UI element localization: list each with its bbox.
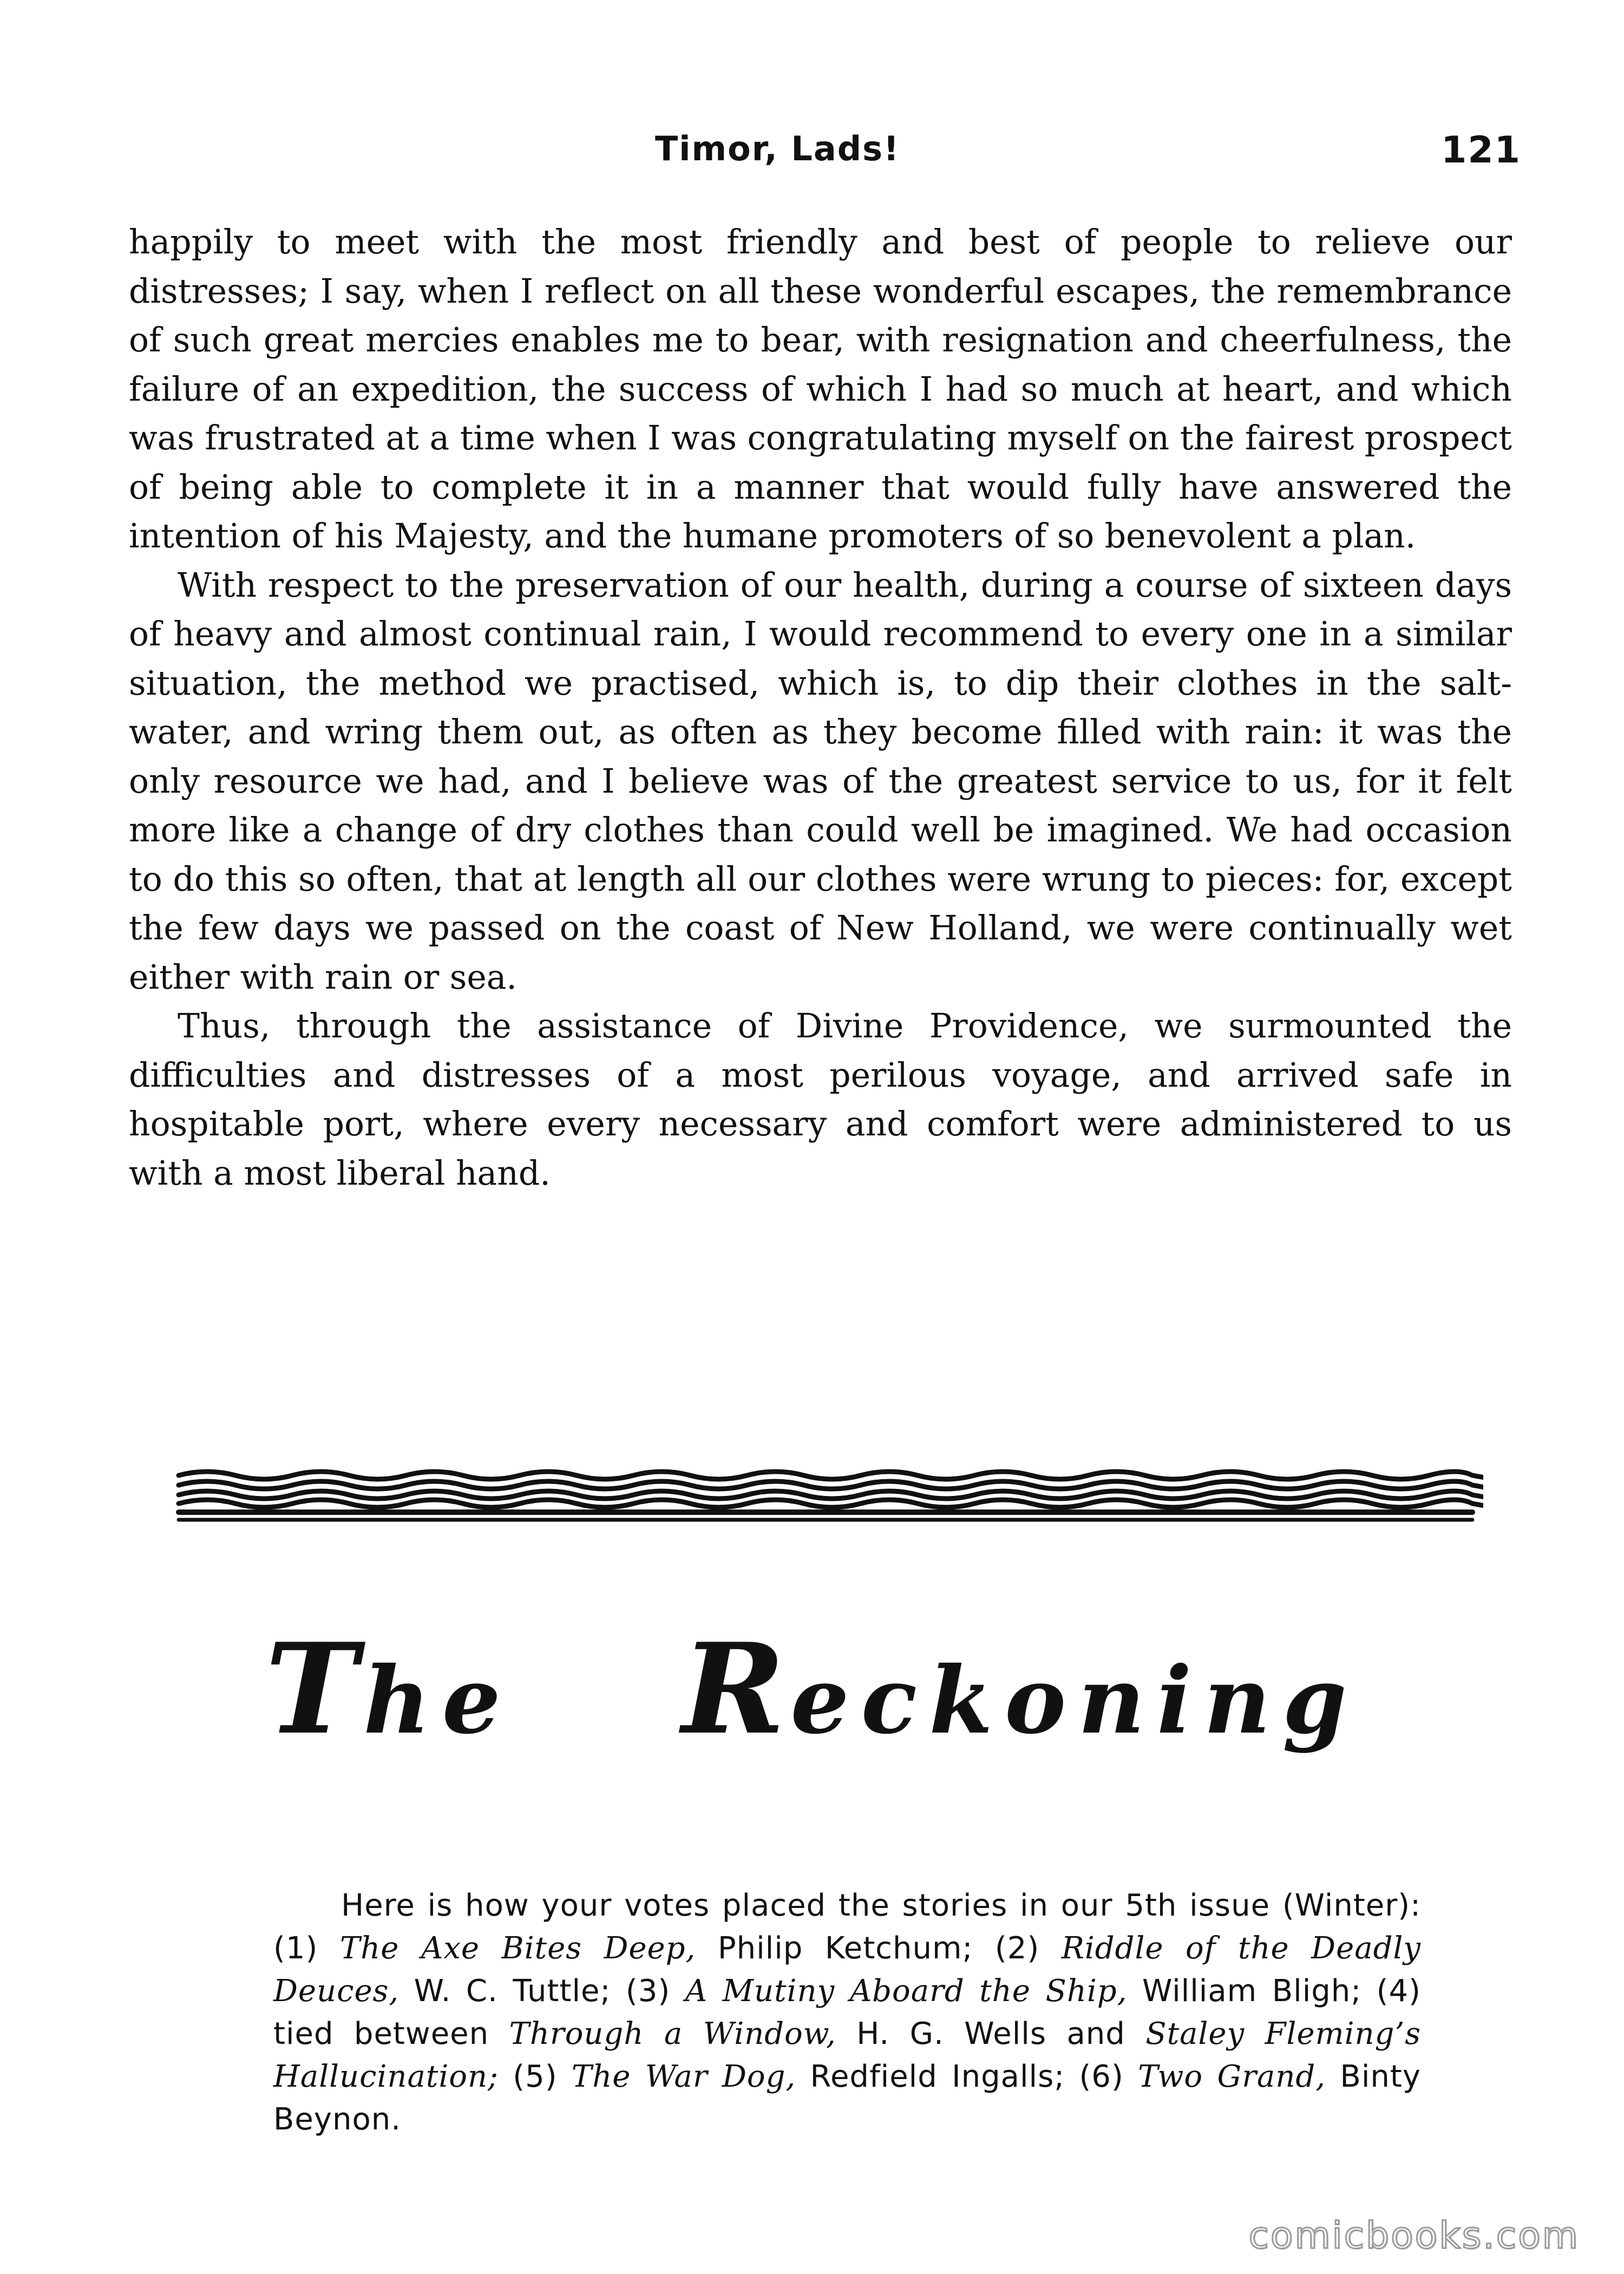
heading-word2-rest: eckoning <box>790 1646 1359 1755</box>
page-number: 121 <box>1441 129 1521 172</box>
body-paragraph-2: With respect to the preservation of our health, during a course of sixteen days of heavy and almost continual rain, I would recommend to every one in a similar situation, the method we practised, which is, to dip their clothes in the salt-water, and wring them out, as often as they become filled with rain: it was the only resource we had, and I believe was of the greatest service to us, for it felt more like a change of dry clothes than could well be imagined. We had occasion to do this so often, that at length all our clothes were wrung to pieces: for, except the few days we passed on the coast of New Holland, we were continually wet either with rain or sea. <box>129 565 1512 997</box>
story-author: William Bligh; (4) tied between <box>273 1974 1421 2051</box>
watermark-logo: comicbooks.com <box>1248 2214 1580 2257</box>
story-title: Staley Fleming’s Hallucination; <box>273 2016 1421 2094</box>
body-text <box>129 218 1512 1198</box>
heading-cap-r: R <box>682 1616 791 1762</box>
section-heading <box>0 1616 1624 1762</box>
body-paragraph-3: Thus, through the assistance of Divine Providence, we surmounted the difficulties and distresses of a most perilous voyage, and arrived safe in hospitable port, where every necessary and comfort were administered to us with a most liberal hand. <box>129 1007 1512 1193</box>
heading-cap-t: T <box>265 1616 364 1762</box>
story-title: Two Grand, <box>1138 2059 1326 2094</box>
story-title: The War Dog, <box>571 2059 796 2094</box>
reckoning-paragraph <box>273 1884 1421 2141</box>
story-author: H. G. Wells and <box>836 2016 1146 2051</box>
wave-divider <box>168 1459 1483 1524</box>
story-author: Binty Beynon. <box>273 2059 1421 2137</box>
story-author: Philip Ketchum; (2) <box>696 1931 1062 1966</box>
running-head <box>655 129 1521 178</box>
body-paragraph-1: happily to meet with the most friendly and best of people to relieve our distresses; I say, when I reflect on all these wonderful escapes, the remembrance of such great mercies enables me to bear, with resignation and cheerfulness, the failure of an expedition, the success of which I had so much at heart, and which was frustrated at a time when I was congratulating myself on the fairest prospect of being able to complete it in a manner that would fully have answered the intention of his Majesty, and the humane promoters of so benevolent a plan. <box>129 223 1512 556</box>
story-author: W. C. Tuttle; (3) <box>399 1974 685 2009</box>
story-author: Redfield Ingalls; (6) <box>796 2059 1138 2094</box>
running-title: Timor, Lads! <box>655 129 900 168</box>
story-title: The Axe Bites Deep, <box>339 1931 696 1966</box>
reckoning-intro: Here is how your votes placed the stories in our 5th issue (Winter): (1) <box>273 1888 1421 1966</box>
story-title: Riddle of the Deadly Deuces, <box>273 1931 1422 2009</box>
heading-word1-rest: he <box>363 1646 513 1755</box>
story-title: Through a Window, <box>509 2016 836 2051</box>
story-title: A Mutiny Aboard the Ship, <box>685 1974 1128 2009</box>
story-separator: (5) <box>498 2059 572 2094</box>
